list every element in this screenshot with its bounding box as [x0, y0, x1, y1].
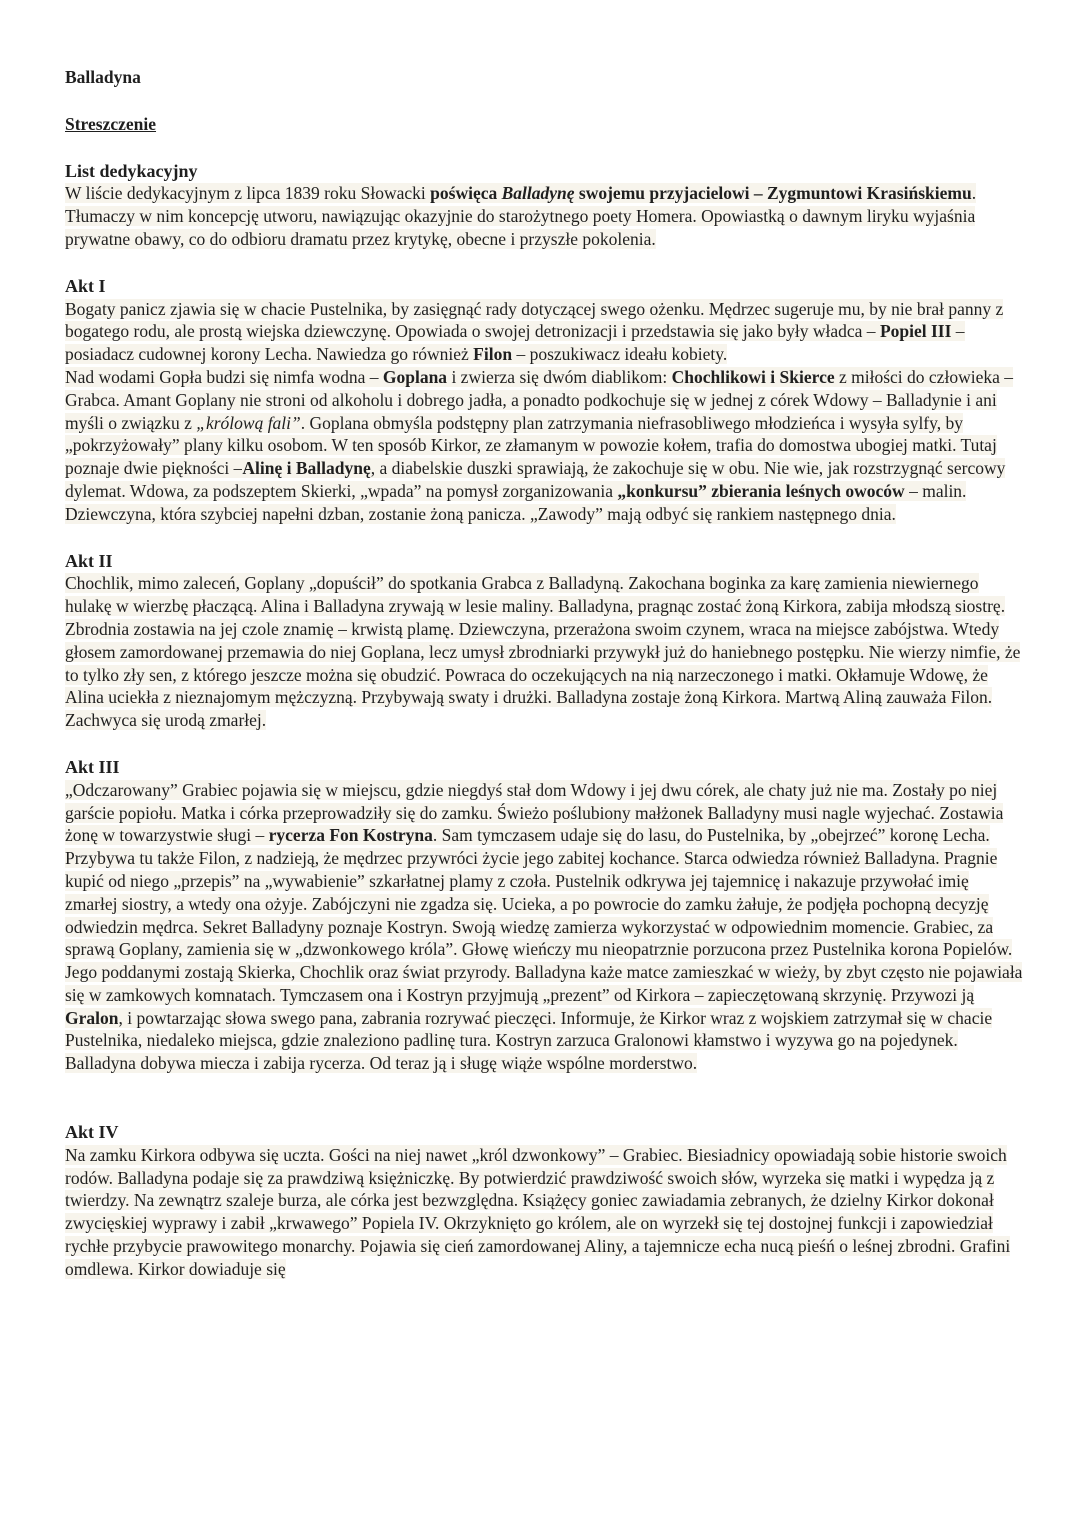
text-run: Na zamku Kirkora odbywa się uczta. Gości na niej nawet „król dzwonkowy” – Grabiec. Biesiadnicy opowiadają sobie historie swoich rodów. Balladyna podaje się za prawdziwą księżniczkę. By potwierdzić prawdziwość swoich słów, wyrzeka się matki i wypędza ją z twierdzy. Na zewnątrz szaleje burza, ale córka jest bezwzględna. Książęcy goniec zawiadamia zebranych, że dzielny Kirkor dokonał zwycięskiej wyprawy i zabił „krwawego” Popiela IV. Okrzyknięto go królem, ale on wyrzekł się tej dostojnej funkcji i zapowiedział rychłe przybycie prawowitego monarchy. Pojawia się cień zamordowanej Aliny, a tajemnicze echa nucą pieśń o leśnej zbrodni. Grafini omdlewa. Kirkor dowiaduje się [65, 1144, 1011, 1279]
text-run: . Tłumaczy w nim koncepcję utworu, nawiązując okazyjnie do starożytnego poety Homera. Opowiastką o dawnym liryku wyjaśnia prywatne obawy, co do odbioru dramatu przez krytykę, obecne i przyszłe pokolenia. [65, 183, 977, 249]
text-run: – posiadacz cudownej korony Lecha. Nawiedza go również [65, 321, 965, 365]
section-heading: Akt III [65, 756, 120, 777]
text-run: Alinę i Balladynę [242, 458, 371, 479]
text-run: „konkursu” zbierania leśnych owoców [617, 480, 905, 501]
text-run: Filon [473, 344, 513, 365]
section-paragraph [65, 366, 1025, 526]
text-run: Popiel III [879, 321, 952, 342]
section-paragraph [65, 298, 1025, 366]
section-heading: Akt IV [65, 1122, 119, 1143]
section-paragraph [65, 1144, 1025, 1281]
text-run: Chochlik, mimo zaleceń, Goplany „dopuścił” do spotkania Grabca z Balladyną. Zakochana boginka za karę zamienia niewiernego hulakę w wierzbę płaczącą. Alina i Balladyna zrywają w lesie maliny. Balladyna, pragnąc zostać żoną Kirkora, zabija młodszą siostrę. Zbrodnia zostawia na jej czole znamię – krwistą plamę. Dziewczyna, przerażona swoim czynem, wraca na miejsce zabójstwa. Wtedy głosem zamordowanej przemawia do niej Goplana, lecz umysł zbrodniarki przywykł już do haniebnego postępku. Nie wierzy nimfie, że to tylko zły sen, z którego jeszcze można się obudzić. Powraca do oczekujących na nią narzeczonego i matki. Okłamuje Wdowę, że Alina uciekła z nieznajomym mężczyzną. Przybywają swaty i drużki. Balladyna zostaje żoną Kirkora. Martwą Aliną zauważa Filon. Zachwyca się urodą zmarłej. [65, 573, 1021, 731]
section [65, 160, 1025, 251]
text-run: Goplana [382, 366, 448, 387]
document-subtitle: Streszczenie [65, 113, 157, 134]
text-run: i zwierza się dwóm diablikom: [447, 366, 672, 387]
section-heading: Akt II [65, 550, 113, 571]
text-run: Nad wodami Gopła budzi się nimfa wodna – [65, 366, 383, 387]
text-run: – poszukiwacz ideału kobiety. [512, 344, 728, 365]
section [65, 275, 1025, 526]
text-run: „królową fali” [196, 412, 301, 433]
document-title: Balladyna [65, 67, 141, 87]
text-run: Balladynę [501, 183, 575, 204]
section [65, 1121, 1025, 1281]
section-paragraph [65, 182, 1025, 250]
text-run: „Odczarowany” Grabiec pojawia się w miejscu, gdzie niegdyś stał dom Wdowy i jej dwu córek, ale chaty już nie ma. Zostały po niej garście popiołu. Matka i córka przeprowadziły się do zamku. Świeżo poślubiony małżonek Balladyny musi nagle wyjechać. Zostawia żonę w towarzystwie sługi – [65, 779, 1004, 846]
section [65, 756, 1025, 1075]
text-run: swojemu przyjacielowi – Zygmuntowi Krasińskiemu [574, 183, 972, 204]
text-run: Bogaty panicz zjawia się w chacie Pustelnika, by zasięgnąć rady dotyczącej swego ożenku. Mędrzec sugeruje mu, by nie brał panny z bogatego rodu, ale prostą wiejska dziewczynę. Opowiada o swojej detronizacji i przedstawia się jako były władca – [65, 298, 1004, 342]
section-heading: List dedykacyjny [65, 160, 198, 181]
text-run: rycerza Fon Kostryna [268, 825, 433, 846]
sections-container [65, 160, 1025, 1281]
document-page [65, 62, 1025, 1281]
text-run: Chochlikowi i Skierce [671, 366, 835, 387]
text-run: – malin. Dziewczyna, która szybciej napełni dzban, zostanie żoną panicza. „Zawody” mają odbyć się rankiem następnego dnia. [65, 480, 967, 524]
section [65, 550, 1025, 732]
text-run: , a diabelskie duszki sprawiają, że zakochuje się w obu. Nie wie, jak rozstrzygnąć sercowy dylemat. Wdowa, za podszeptem Skierki, „wpada” na pomysł zorganizowania [65, 458, 1006, 501]
section-paragraph [65, 779, 1025, 1075]
text-run: . Goplana obmyśla podstępny plan zatrzymania niefrasobliwego młodzieńca i wysyła sylfy, by „pokrzyżowały” plany kilku osobom. W ten sposób Kirkor, ze złamanym w powozie kołem, trafia do domostwa ubogiej matki. Tutaj poznaje dwie piękności – [65, 412, 997, 479]
text-run: , i powtarzając słowa swego pana, zabrania rozrywać pieczęci. Informuje, że Kirkor wraz z wojskiem zatrzymał się w chacie Pustelnika, niedaleko miejsca, gdzie znaleziono padlinę tura. Kostryn zarzuca Gralonowi kłamstwo i wyzywa go na pojedynek. Balladyna dobywa miecza i zabija rycerza. Od teraz ją i sługę wiąże wspólne morderstwo. [65, 1007, 993, 1074]
section-heading: Akt I [65, 275, 106, 296]
text-run: W liście dedykacyjnym z lipca 1839 roku Słowacki [65, 183, 431, 204]
text-run: z miłości do człowieka – Grabca. Amant Goplany nie stroni od alkoholu i dobrego jadła, a ponadto podkochuje się w jednej z córek Wdowy – Balladynie i ani myśli o związku z [65, 366, 1013, 433]
section-paragraph [65, 572, 1025, 732]
text-run: Gralon [65, 1007, 119, 1028]
text-run: . Sam tymczasem udaje się do lasu, do Pustelnika, by „obejrzeć” koronę Lecha. Przybywa tu także Filon, z nadzieją, że mędrzec przywróci życie jego zabitej kochance. Starca odwiedza również Balladyna. Pragnie kupić od niego „przepis” na „wywabienie” szkarłatnej plamy z czoła. Pustelnik odkrywa jej tajemnicę i nakazuje przywołać imię zmarłej siostry, a wtedy ona ożyje. Zabójczyni nie zgadza się. Ucieka, a po powrocie do zamku żałuje, że podjęła pochopną decyzję odwiedzin mędrca. Sekret Balladyny poznaje Kostryn. Swoją wiedzę zamierza wykorzystać w odpowiednim momencie. Grabiec, za sprawą Goplany, zamienia się w „dzwonkowego króla”. Głowę wieńczy mu nieopatrznie porzucona przez Pustelnika korona Popielów. Jego poddanymi zostają Skierka, Chochlik oraz świat przyrody. Balladyna każe matce zamieszkać w wieży, by zbyt często nie pojawiała się w zamkowych komnatach. Tymczasem ona i Kostryn przyjmują „prezent” od Kirkora – zapieczętowaną skrzynię. Przywozi ją [65, 825, 1023, 1005]
text-run: poświęca [430, 183, 502, 204]
